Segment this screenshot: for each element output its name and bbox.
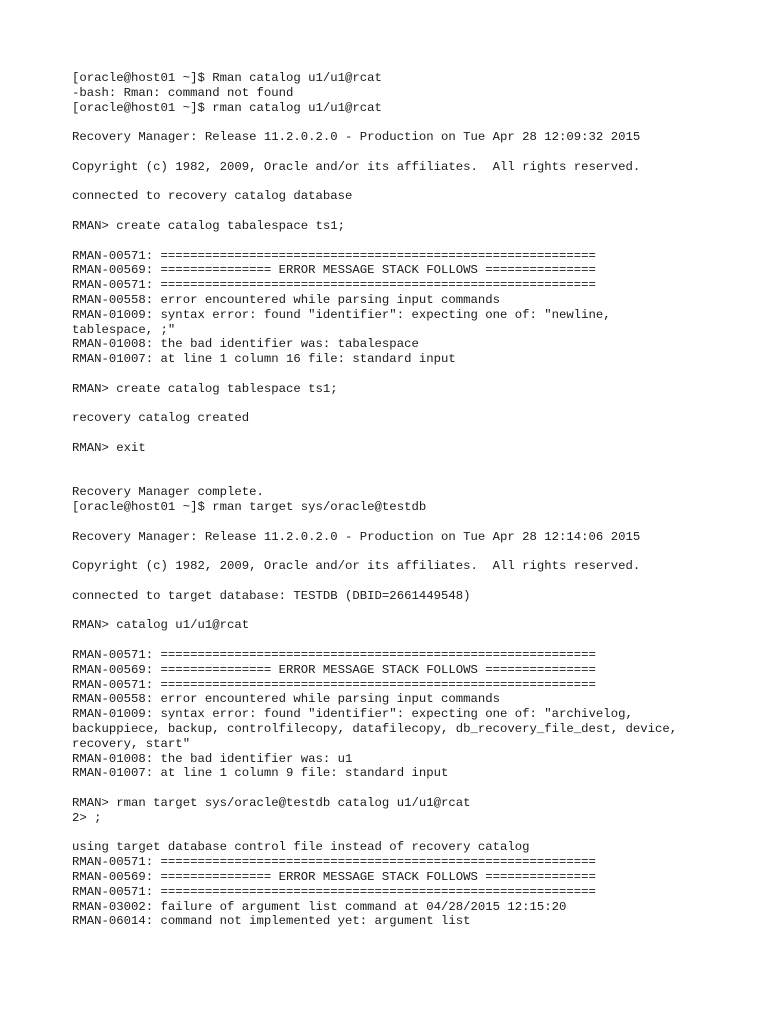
line: RMAN-06014: command not implemented yet: argument list [72,914,471,929]
line: [oracle@host01 ~]$ rman catalog u1/u1@rcat [72,100,382,115]
block-connected-catalog [72,189,752,204]
block-banner-2 [72,530,752,545]
block-exit [72,441,752,456]
line: RMAN-01009: syntax error: found "identifier": expecting one of: "archivelog, [72,707,633,722]
line: RMAN-00569: =============== ERROR MESSAGE STACK FOLLOWS =============== [72,662,596,677]
line: recovery, start" [72,736,191,751]
block-complete [72,485,752,515]
block-catalog-created [72,411,752,426]
line: connected to recovery catalog database [72,189,353,204]
block-copyright-1 [72,160,752,175]
line: connected to target database: TESTDB (DBID=2661449548) [72,588,471,603]
line: RMAN> exit [72,440,146,455]
line: RMAN> create catalog tablespace ts1; [72,381,338,396]
line: RMAN-01007: at line 1 column 9 file: standard input [72,766,449,781]
line: RMAN-00569: =============== ERROR MESSAGE STACK FOLLOWS =============== [72,870,596,885]
line: RMAN-00571: =========================================================== [72,884,596,899]
block-error-stack-3 [72,840,752,929]
block-banner-1 [72,130,752,145]
line: Copyright (c) 1982, 2009, Oracle and/or its affiliates. All rights reserved. [72,159,641,174]
line: RMAN-01007: at line 1 column 16 file: standard input [72,352,456,367]
block-catalog-command [72,618,752,633]
line: backuppiece, backup, controlfilecopy, datafilecopy, db_recovery_file_dest, device, [72,722,678,737]
block-rman-target-command [72,796,752,826]
line: RMAN-00571: =========================================================== [72,677,596,692]
line: RMAN-01008: the bad identifier was: u1 [72,751,353,766]
line: [oracle@host01 ~]$ Rman catalog u1/u1@rcat [72,71,382,85]
block-connected-target [72,589,752,604]
line: RMAN-00571: =========================================================== [72,648,596,663]
line: recovery catalog created [72,411,250,426]
line: RMAN-01009: syntax error: found "identifier": expecting one of: "newline, [72,307,611,322]
line: RMAN-03002: failure of argument list command at 04/28/2015 12:15:20 [72,899,567,914]
line: using target database control file instead of recovery catalog [72,840,530,855]
block-create-catalog [72,382,752,397]
line: RMAN> catalog u1/u1@rcat [72,618,250,633]
line: RMAN> create catalog tabalespace ts1; [72,218,346,233]
line: RMAN-00558: error encountered while parsing input commands [72,292,501,307]
line: Copyright (c) 1982, 2009, Oracle and/or its affiliates. All rights reserved. [72,559,641,574]
line: 2> ; [72,810,102,825]
block-copyright-2 [72,559,752,574]
line: Recovery Manager: Release 11.2.0.2.0 - Production on Tue Apr 28 12:09:32 2015 [72,130,641,145]
line: [oracle@host01 ~]$ rman target sys/oracle@testdb [72,500,427,515]
line: RMAN> rman target sys/oracle@testdb catalog u1/u1@rcat [72,796,471,811]
line: RMAN-00571: =========================================================== [72,855,596,870]
block-login [72,71,752,115]
block-error-stack-2 [72,648,752,781]
line: RMAN-00569: =============== ERROR MESSAGE STACK FOLLOWS =============== [72,263,596,278]
line: Recovery Manager: Release 11.2.0.2.0 - Production on Tue Apr 28 12:14:06 2015 [72,529,641,544]
line: RMAN-01008: the bad identifier was: tabalespace [72,337,419,352]
line: RMAN-00571: =========================================================== [72,248,596,263]
block-create-catalog-typo [72,219,752,234]
block-error-stack-1 [72,249,752,367]
line: RMAN-00558: error encountered while parsing input commands [72,692,501,707]
line: -bash: Rman: command not found [72,85,294,100]
terminal-transcript [72,71,752,944]
line: Recovery Manager complete. [72,485,264,500]
line: RMAN-00571: =========================================================== [72,278,596,293]
line: tablespace, ;" [72,322,176,337]
